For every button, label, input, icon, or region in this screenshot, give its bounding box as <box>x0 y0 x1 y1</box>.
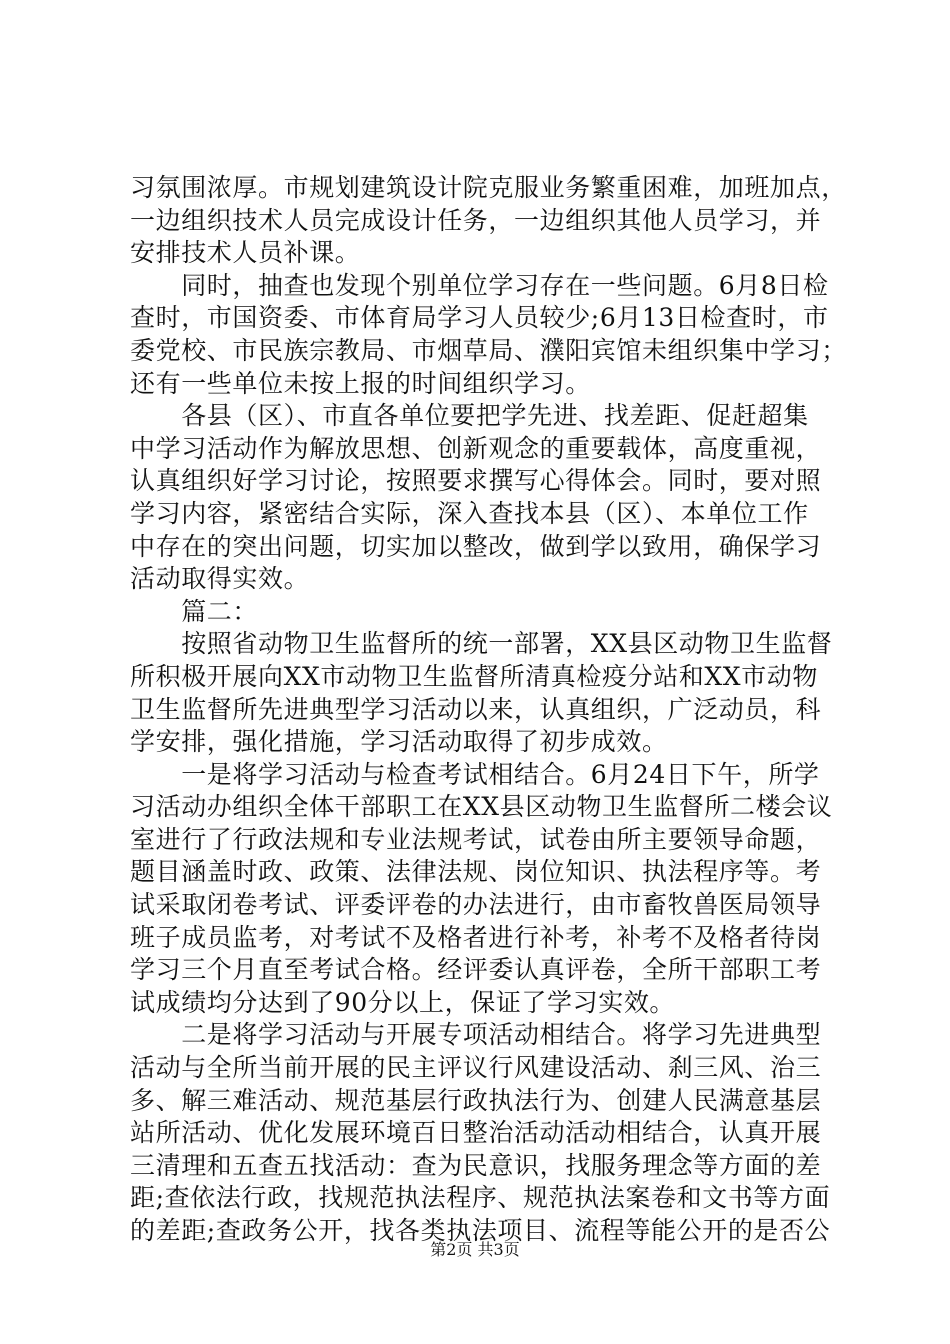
page-footer <box>0 1240 950 1260</box>
text-line: 学习内容，紧密结合实际，深入查找本县（区）、本单位工作 <box>130 498 809 528</box>
text-line: 活动与全所当前开展的民主评议行风建设活动、刹三风、治三 <box>130 1053 822 1083</box>
section-heading: 篇二： <box>130 596 259 626</box>
text-line: 按照省动物卫生监督所的统一部署，XX县区动物卫生监督 <box>130 629 833 659</box>
text-line: 班子成员监考，对考试不及格者进行补考，补考不及格者待岗 <box>130 922 822 952</box>
text-line: 卫生监督所先进典型学习活动以来，认真组织，广泛动员，科 <box>130 694 822 724</box>
text-line: 习氛围浓厚。市规划建筑设计院克服业务繁重困难，加班加点， <box>130 173 847 202</box>
text-line: 所积极开展向XX市动物卫生监督所清真检疫分站和XX市动物 <box>130 661 818 691</box>
text-line: 题目涵盖时政、政策、法律法规、岗位知识、执法程序等。考 <box>130 857 822 887</box>
text-line: 还有一些单位未按上报的时间组织学习。 <box>130 368 591 398</box>
text-line: 认真组织好学习讨论，按照要求撰写心得体会。同时，要对照 <box>130 466 822 496</box>
text-line: 学安排，强化措施，学习活动取得了初步成效。 <box>130 727 668 757</box>
text-line: 三清理和五查五找活动：查为民意识，找服务理念等方面的差 <box>130 1150 822 1180</box>
text-line: 距;查依法行政，找规范执法程序、规范执法案卷和文书等方面 <box>130 1183 831 1213</box>
text-line: 活动取得实效。 <box>130 564 310 594</box>
text-line: 安排技术人员补课。 <box>130 238 361 268</box>
text-line: 学习三个月直至考试合格。经评委认真评卷，全所干部职工考 <box>130 955 822 985</box>
page-number: 第2页 共3页 <box>430 1240 520 1259</box>
text-line: 委党校、市民族宗教局、市烟草局、濮阳宾馆未组织集中学习； <box>130 335 847 365</box>
text-line: 习活动办组织全体干部职工在XX县区动物卫生监督所二楼会议 <box>130 792 833 822</box>
text-line: 各县（区）、市直各单位要把学先进、找差距、促赶超集 <box>130 401 809 431</box>
text-line: 中存在的突出问题，切实加以整改，做到学以致用，确保学习 <box>130 531 822 561</box>
text-line: 一边组织技术人员完成设计任务，一边组织其他人员学习，并 <box>130 205 822 235</box>
text-line: 查时，市国资委、市体育局学习人员较少;6月13日检查时，市 <box>130 303 829 333</box>
text-line: 一是将学习活动与检查考试相结合。6月24日下午，所学 <box>130 759 820 789</box>
document-body <box>130 172 847 1248</box>
text-line: 多、解三难活动、规范基层行政执法行为、创建人民满意基层 <box>130 1085 822 1115</box>
text-line: 的差距;查政务公开，找各类执法项目、流程等能公开的是否公 <box>130 1216 831 1245</box>
text-line: 二是将学习活动与开展专项活动相结合。将学习先进典型 <box>130 1020 822 1050</box>
text-line: 同时，抽查也发现个别单位学习存在一些问题。6月8日检 <box>130 270 829 300</box>
text-line: 站所活动、优化发展环境百日整治活动活动相结合，认真开展 <box>130 1118 822 1148</box>
text-line: 试成绩均分达到了90分以上，保证了学习实效。 <box>130 987 676 1017</box>
text-line: 试采取闭卷考试、评委评卷的办法进行，由市畜牧兽医局领导 <box>130 890 822 920</box>
text-line: 室进行了行政法规和专业法规考试，试卷由所主要领导命题， <box>130 824 822 854</box>
text-line: 中学习活动作为解放思想、创新观念的重要载体，高度重视， <box>130 433 822 463</box>
